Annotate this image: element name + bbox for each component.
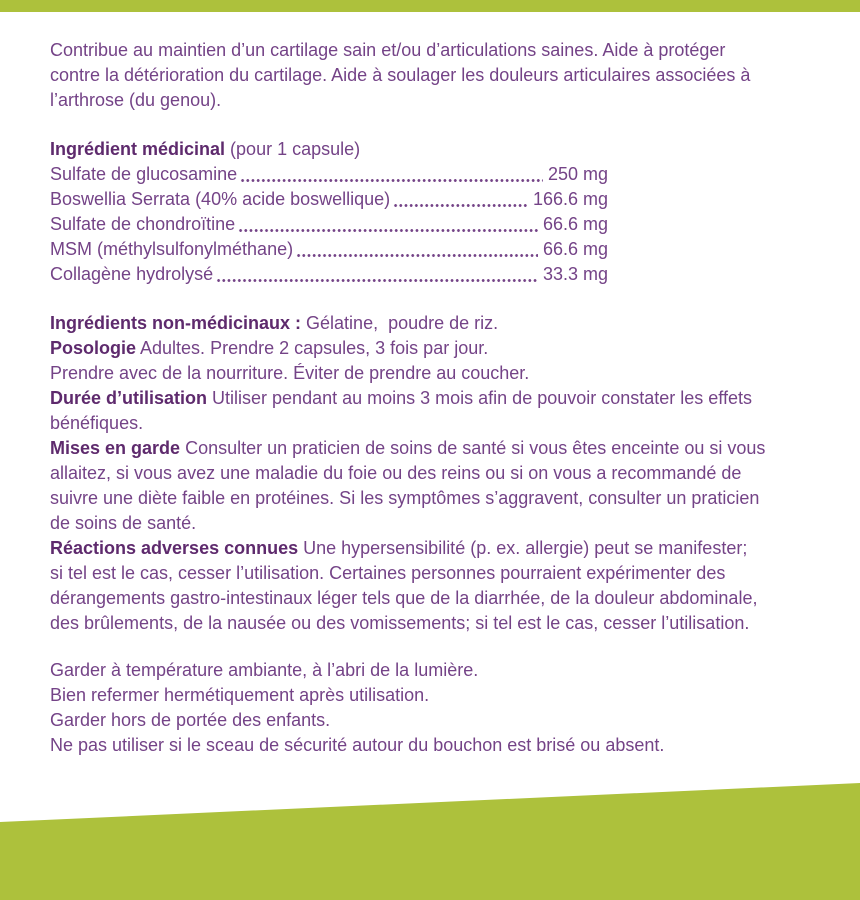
dot-leader <box>238 228 538 233</box>
bold-label: Mises en garde <box>50 438 181 458</box>
text-line: l’arthrose (du genou). <box>50 90 222 110</box>
bold-label: Durée d’utilisation <box>50 388 208 408</box>
text-line <box>50 336 830 361</box>
ingredient-amount: 166.6 mg <box>532 189 608 209</box>
line-text: bénéfiques. <box>50 413 144 433</box>
text-line: Garder hors de portée des enfants. <box>50 710 331 730</box>
medicinal-heading-bold: Ingrédient médicinal <box>50 139 226 159</box>
ingredient-amount: 250 mg <box>547 164 608 184</box>
bold-label: Posologie <box>50 338 137 358</box>
text-line <box>50 561 830 586</box>
dot-leader <box>393 203 528 208</box>
top-green-bar <box>0 0 860 12</box>
line-text: suivre une diète faible en protéines. Si les symptômes s’aggravent, consulter un praticien <box>50 488 760 508</box>
ingredient-row <box>50 212 608 237</box>
text-line <box>50 411 830 436</box>
line-text: si tel est le cas, cesser l’utilisation. Certaines personnes pourraient expérimenter des <box>50 563 726 583</box>
dot-leader <box>240 178 543 183</box>
bold-label: Réactions adverses connues <box>50 538 299 558</box>
line-text: de soins de santé. <box>50 513 197 533</box>
text-line: Garder à température ambiante, à l’abri de la lumière. <box>50 660 479 680</box>
line-text: Prendre avec de la nourriture. Éviter de prendre au coucher. <box>50 363 530 383</box>
medicinal-heading-rest: (pour 1 capsule) <box>225 139 361 159</box>
text-line <box>50 311 830 336</box>
medicinal-ingredients-section <box>50 137 830 287</box>
ingredient-row <box>50 237 608 262</box>
text-line <box>50 436 830 461</box>
medicinal-heading <box>50 137 830 162</box>
line-text: dérangements gastro-intestinaux léger tels que de la diarrhée, de la douleur abdominale, <box>50 588 758 608</box>
line-text: allaitez, si vous avez une maladie du foie ou des reins ou si on vous a recommandé de <box>50 463 742 483</box>
line-text: des brûlements, de la nausée ou des vomissements; si tel est le cas, cesser l’utilisation. <box>50 613 750 633</box>
ingredient-name: MSM (méthylsulfonylméthane) <box>50 239 294 259</box>
bold-label: Ingrédients non-médicinaux : <box>50 313 302 333</box>
text-line <box>50 386 830 411</box>
ingredient-name: Sulfate de glucosamine <box>50 164 238 184</box>
text-line: Contribue au maintien d’un cartilage sain et/ou d’articulations saines. Aide à protéger <box>50 40 726 60</box>
line-text: Consulter un praticien de soins de santé si vous êtes enceinte ou si vous <box>180 438 766 458</box>
text-line: Bien refermer hermétiquement après utilisation. <box>50 685 430 705</box>
text-line <box>50 511 830 536</box>
ingredient-row <box>50 162 608 187</box>
text-line <box>50 486 830 511</box>
line-text: Gélatine, poudre de riz. <box>301 313 499 333</box>
intro-text <box>50 38 830 113</box>
bottom-green-band <box>0 783 860 900</box>
text-line <box>50 461 830 486</box>
ingredient-name: Sulfate de chondroïtine <box>50 214 236 234</box>
ingredient-amount: 33.3 mg <box>542 264 608 284</box>
text-line <box>50 536 830 561</box>
ingredient-row <box>50 187 608 212</box>
line-text: Adultes. Prendre 2 capsules, 3 fois par jour. <box>136 338 489 358</box>
ingredient-name: Boswellia Serrata (40% acide boswellique) <box>50 189 391 209</box>
text-line <box>50 361 830 386</box>
text-line <box>50 586 830 611</box>
text-line: contre la détérioration du cartilage. Aide à soulager les douleurs articulaires associées à <box>50 65 751 85</box>
dot-leader <box>216 278 538 283</box>
line-text: Une hypersensibilité (p. ex. allergie) peut se manifester; <box>298 538 748 558</box>
text-line <box>50 611 830 636</box>
line-text: Utiliser pendant au moins 3 mois afin de pouvoir constater les effets <box>207 388 752 408</box>
usage-warnings-text <box>50 311 830 636</box>
label-content <box>0 12 860 758</box>
ingredient-name: Collagène hydrolysé <box>50 264 214 284</box>
ingredient-table <box>50 162 608 287</box>
text-line: Ne pas utiliser si le sceau de sécurité autour du bouchon est brisé ou absent. <box>50 735 665 755</box>
ingredient-row <box>50 262 608 287</box>
ingredient-amount: 66.6 mg <box>542 239 608 259</box>
storage-instructions <box>50 658 830 758</box>
ingredient-amount: 66.6 mg <box>542 214 608 234</box>
dot-leader <box>296 253 538 258</box>
